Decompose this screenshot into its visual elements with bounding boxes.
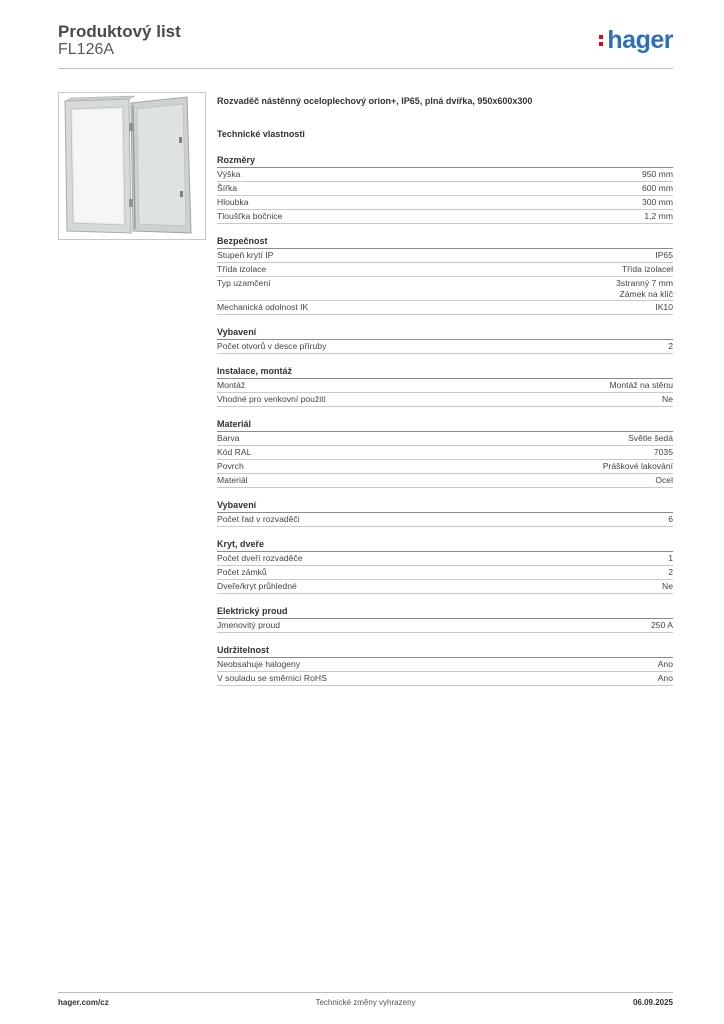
spec-value: Montáž na stěnu bbox=[609, 380, 673, 390]
spec-value: 6 bbox=[668, 514, 673, 524]
spec-label: Mechanická odolnost IK bbox=[217, 302, 309, 312]
product-details bbox=[217, 95, 673, 686]
spec-row bbox=[217, 277, 673, 301]
section-title: Udržitelnost bbox=[217, 644, 673, 658]
spec-label: Barva bbox=[217, 433, 240, 443]
product-image bbox=[58, 92, 206, 240]
section-title: Bezpečnost bbox=[217, 235, 673, 249]
spec-label: Počet zámků bbox=[217, 567, 267, 577]
spec-value: IK10 bbox=[655, 302, 673, 312]
spec-row bbox=[217, 263, 673, 277]
spec-label: V souladu se směrnicí RoHS bbox=[217, 673, 327, 683]
spec-row bbox=[217, 196, 673, 210]
product-code: FL126A bbox=[58, 41, 115, 58]
section-title: Kryt, dveře bbox=[217, 538, 673, 552]
spec-row bbox=[217, 446, 673, 460]
spec-row bbox=[217, 552, 673, 566]
section-title: Vybavení bbox=[217, 499, 673, 513]
spec-value: Ano bbox=[657, 673, 673, 683]
spec-label: Výška bbox=[217, 169, 241, 179]
spec-row bbox=[217, 566, 673, 580]
spec-label: Počet otvorů v desce příruby bbox=[217, 341, 327, 351]
spec-value: IP65 bbox=[655, 250, 673, 260]
spec-label: Počet řad v rozvaděči bbox=[217, 514, 300, 524]
spec-value: 7035 bbox=[653, 447, 673, 457]
spec-value: 300 mm bbox=[641, 197, 673, 207]
spec-label: Typ uzamčení bbox=[217, 278, 271, 288]
section-title: Vybavení bbox=[217, 326, 673, 340]
spec-value: Práškové lakování bbox=[602, 461, 673, 471]
spec-label: Dveře/kryt průhledné bbox=[217, 581, 297, 591]
technical-properties-heading: Technické vlastnosti bbox=[217, 129, 305, 139]
header-divider bbox=[58, 68, 673, 69]
spec-row bbox=[217, 379, 673, 393]
footer-date: 06.09.2025 bbox=[632, 998, 673, 1007]
spec-row bbox=[217, 432, 673, 446]
document-title: Produktový list bbox=[58, 22, 181, 41]
spec-row bbox=[217, 393, 673, 407]
page-footer bbox=[58, 998, 673, 1012]
spec-value: 600 mm bbox=[641, 183, 673, 193]
spec-row bbox=[217, 210, 673, 224]
spec-value: Ne bbox=[662, 394, 673, 404]
spec-row bbox=[217, 672, 673, 686]
spec-section bbox=[217, 365, 673, 407]
specification-sections bbox=[217, 154, 673, 686]
section-title: Elektrický proud bbox=[217, 605, 673, 619]
logo-text: hager bbox=[607, 26, 673, 54]
spec-value: Ne bbox=[662, 581, 673, 591]
spec-value: 3stranný 7 mm Zámek na klíč bbox=[616, 278, 673, 299]
spec-label: Tloušťka bočnice bbox=[217, 211, 283, 221]
footer-note: Technické změny vyhrazeny bbox=[315, 998, 416, 1007]
spec-section bbox=[217, 235, 673, 315]
spec-value: 2 bbox=[668, 341, 673, 351]
spec-row bbox=[217, 168, 673, 182]
spec-row bbox=[217, 182, 673, 196]
section-title: Rozměry bbox=[217, 154, 673, 168]
spec-label: Třída izolace bbox=[217, 264, 267, 274]
spec-label: Kód RAL bbox=[217, 447, 252, 457]
spec-label: Neobsahuje halogeny bbox=[217, 659, 301, 669]
spec-value: 2 bbox=[668, 567, 673, 577]
spec-value: Třída izolacel bbox=[621, 264, 673, 274]
spec-section bbox=[217, 499, 673, 527]
spec-row bbox=[217, 658, 673, 672]
spec-label: Vhodné pro venkovní použití bbox=[217, 394, 326, 404]
spec-value: Světle šedá bbox=[628, 433, 673, 443]
spec-value: 250 A bbox=[651, 620, 673, 630]
spec-value: Ano bbox=[657, 659, 673, 669]
spec-row bbox=[217, 580, 673, 594]
page-header bbox=[58, 20, 673, 68]
spec-label: Stupeň krytí IP bbox=[217, 250, 274, 260]
spec-value: Ocel bbox=[655, 475, 673, 485]
spec-section bbox=[217, 154, 673, 224]
spec-label: Povrch bbox=[217, 461, 244, 471]
section-title: Instalace, montáž bbox=[217, 365, 673, 379]
spec-label: Šířka bbox=[217, 183, 238, 193]
spec-row bbox=[217, 249, 673, 263]
product-description: Rozvaděč nástěnný oceloplechový orion+, IP65, plná dvířka, 950x600x300 bbox=[217, 96, 533, 106]
hager-logo bbox=[599, 26, 673, 55]
spec-section bbox=[217, 605, 673, 633]
spec-row bbox=[217, 460, 673, 474]
footer-divider bbox=[58, 992, 673, 993]
enclosure-illustration-icon bbox=[59, 93, 205, 239]
spec-value: 1,2 mm bbox=[644, 211, 673, 221]
spec-section bbox=[217, 326, 673, 354]
section-title: Materiál bbox=[217, 418, 673, 432]
spec-value: 1 bbox=[668, 553, 673, 563]
footer-website[interactable]: hager.com/cz bbox=[58, 998, 109, 1007]
spec-section bbox=[217, 538, 673, 594]
spec-value: 950 mm bbox=[641, 169, 673, 179]
spec-label: Hloubka bbox=[217, 197, 249, 207]
spec-row bbox=[217, 619, 673, 633]
spec-label: Počet dveří rozvaděče bbox=[217, 553, 303, 563]
spec-label: Materiál bbox=[217, 475, 248, 485]
spec-row bbox=[217, 301, 673, 315]
spec-label: Montáž bbox=[217, 380, 246, 390]
logo-dots-icon bbox=[599, 26, 604, 48]
spec-section bbox=[217, 418, 673, 488]
spec-row bbox=[217, 340, 673, 354]
spec-row bbox=[217, 513, 673, 527]
spec-row bbox=[217, 474, 673, 488]
spec-label: Jmenovitý proud bbox=[217, 620, 281, 630]
spec-section bbox=[217, 644, 673, 686]
